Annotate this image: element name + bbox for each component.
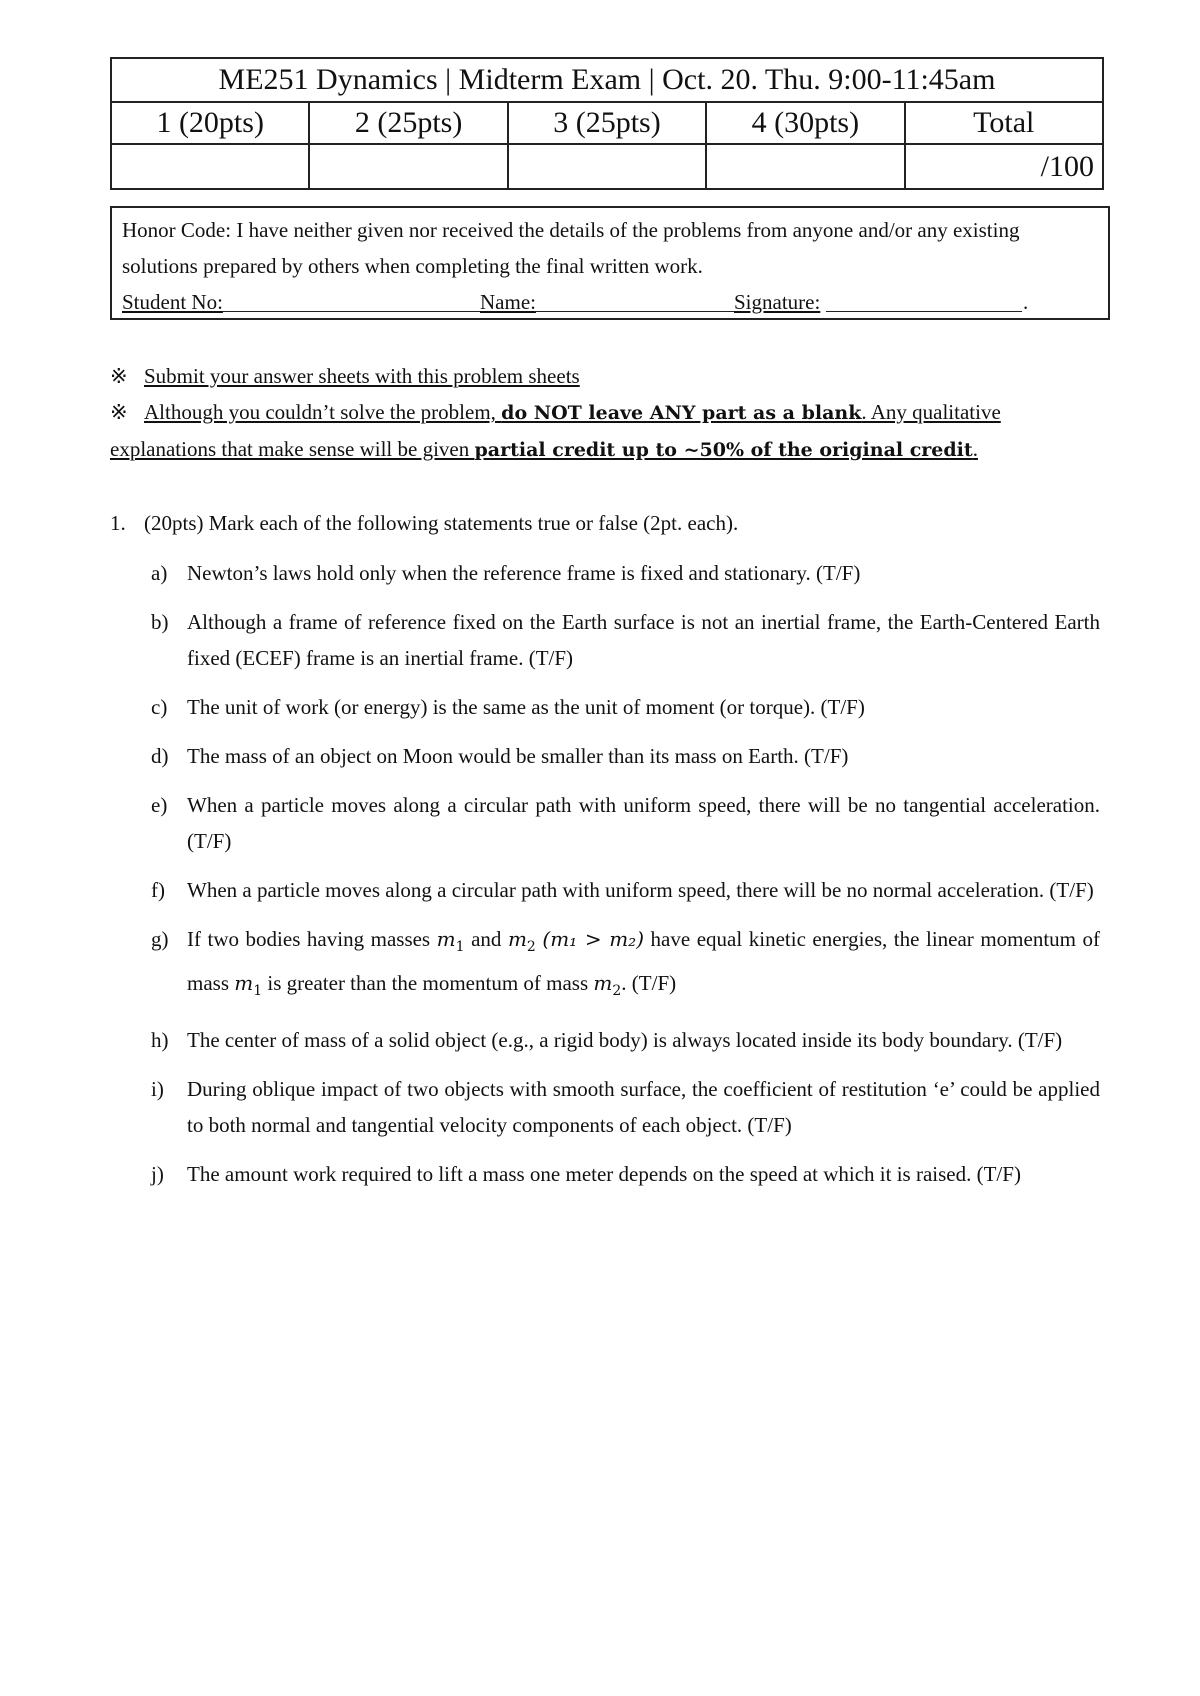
statement-label: d) — [151, 744, 169, 768]
note-1-text: Submit your answer sheets with this problem sheets — [144, 364, 580, 388]
mass-m2 — [593, 971, 622, 999]
mass-symbol: m — [593, 971, 613, 995]
signature-row — [122, 284, 1100, 320]
mass-symbol: m — [234, 971, 254, 995]
note-2-tail: . Any qualitative — [861, 400, 1001, 424]
note-3-text: explanations that make sense will be given — [110, 437, 475, 461]
score-table — [110, 57, 1104, 190]
statement-b — [110, 604, 1100, 676]
statement-label: f) — [151, 878, 165, 902]
statement-a — [110, 555, 1100, 591]
question-1 — [110, 505, 1100, 541]
statement-g-part4: is greater than the momentum of mass — [262, 971, 594, 995]
statement-label: g) — [151, 927, 169, 951]
score-cell-total: /100 — [905, 144, 1103, 189]
score-header-3: 3 (25pts) — [508, 102, 706, 144]
note-2-symbol: ※ — [110, 400, 128, 424]
statement-text — [187, 921, 1100, 1009]
statement-f — [110, 872, 1100, 908]
statement-text: Newton’s laws hold only when the reference frame is fixed and stationary. (T/F) — [187, 561, 861, 585]
question-1-number: 1. — [110, 511, 126, 535]
statement-g-part2: and — [464, 927, 508, 951]
score-header-4: 4 (30pts) — [706, 102, 904, 144]
mass-subscript: 2 — [526, 939, 536, 955]
score-header-2: 2 (25pts) — [309, 102, 507, 144]
mass-symbol: m — [507, 927, 527, 951]
note-2-text: Although you couldn’t solve the problem, — [144, 400, 502, 424]
statement-label: e) — [151, 793, 168, 817]
note-1 — [110, 358, 1100, 394]
note-3-bold: partial credit up to ~50% of the original credit — [474, 439, 973, 461]
statement-e — [110, 787, 1100, 859]
score-header-total: Total — [905, 102, 1103, 144]
score-cell-2 — [309, 144, 507, 189]
signature-label: Signature: — [734, 290, 821, 314]
statement-label: i) — [151, 1077, 164, 1101]
statement-h — [110, 1022, 1100, 1058]
statement-g-part3: have equal kinetic energies, the linear momentum of mass — [187, 927, 1101, 995]
score-cell-3 — [508, 144, 706, 189]
note-2-bold: do NOT leave ANY part as a blank — [501, 402, 862, 424]
statement-label: h) — [151, 1028, 169, 1052]
statement-g-part1: If two bodies having masses — [187, 927, 437, 951]
statement-j — [110, 1156, 1100, 1192]
instructions — [110, 358, 1100, 468]
statement-text: During oblique impact of two objects with smooth surface, the coefficient of restitution ‘e’ could be applied to both normal and tangential velocity components of each object. (T/F) — [187, 1077, 1100, 1137]
note-3-tail: . — [972, 437, 978, 461]
mass-comparison: (m₁ > m₂) — [542, 927, 645, 951]
score-cell-1 — [111, 144, 309, 189]
mass-m1 — [436, 927, 465, 955]
statement-label: c) — [151, 695, 168, 719]
question-1-prompt: (20pts) Mark each of the following statements true or false (2pt. each). — [144, 511, 739, 535]
statement-g-part5: . (T/F) — [621, 971, 677, 995]
statement-label: a) — [151, 561, 168, 585]
statement-d — [110, 738, 1100, 774]
question-1-items — [110, 555, 1100, 1205]
statement-label: j) — [151, 1162, 164, 1186]
score-cell-4 — [706, 144, 904, 189]
honor-code-box — [110, 206, 1110, 320]
statement-text: When a particle moves along a circular path with uniform speed, there will be no tangential acceleration. (T/F) — [187, 793, 1100, 853]
score-header-1: 1 (20pts) — [111, 102, 309, 144]
mass-subscript: 2 — [612, 983, 622, 999]
mass-m2 — [507, 927, 536, 955]
statement-text: The center of mass of a solid object (e.g., a rigid body) is always located inside its body boundary. (T/F) — [187, 1028, 1063, 1052]
signature-line — [826, 311, 1022, 312]
statement-text: Although a frame of reference fixed on the Earth surface is not an inertial frame, the Earth-Centered Earth fixed (ECEF) frame is an inertial frame. (T/F) — [187, 610, 1100, 670]
note-1-symbol: ※ — [110, 364, 128, 388]
note-3 — [110, 431, 1100, 468]
statement-text: The unit of work (or energy) is the same as the unit of moment (or torque). (T/F) — [187, 695, 865, 719]
mass-subscript: 1 — [455, 939, 465, 955]
note-2 — [110, 394, 1100, 431]
name-label: Name: — [480, 290, 536, 314]
exam-title: ME251 Dynamics | Midterm Exam | Oct. 20. Thu. 9:00-11:45am — [111, 58, 1103, 102]
statement-label: b) — [151, 610, 169, 634]
mass-subscript: 1 — [253, 983, 263, 999]
student-no-label: Student No: — [122, 290, 223, 314]
statement-c — [110, 689, 1100, 725]
signature-end-mark: . — [1023, 290, 1029, 314]
statement-i — [110, 1071, 1100, 1143]
name-line — [534, 311, 734, 312]
honor-code-text: Honor Code: I have neither given nor received the details of the problems from anyone and/or any existing solutions prepared by others when completing the final written work. — [122, 218, 1020, 278]
statement-text: When a particle moves along a circular path with uniform speed, there will be no normal acceleration. (T/F) — [187, 878, 1094, 902]
statement-text: The amount work required to lift a mass one meter depends on the speed at which it is raised. (T/F) — [187, 1162, 1021, 1186]
mass-symbol: m — [436, 927, 456, 951]
mass-m1 — [234, 971, 263, 999]
statement-text: The mass of an object on Moon would be smaller than its mass on Earth. (T/F) — [187, 744, 849, 768]
statement-g — [110, 921, 1100, 1009]
